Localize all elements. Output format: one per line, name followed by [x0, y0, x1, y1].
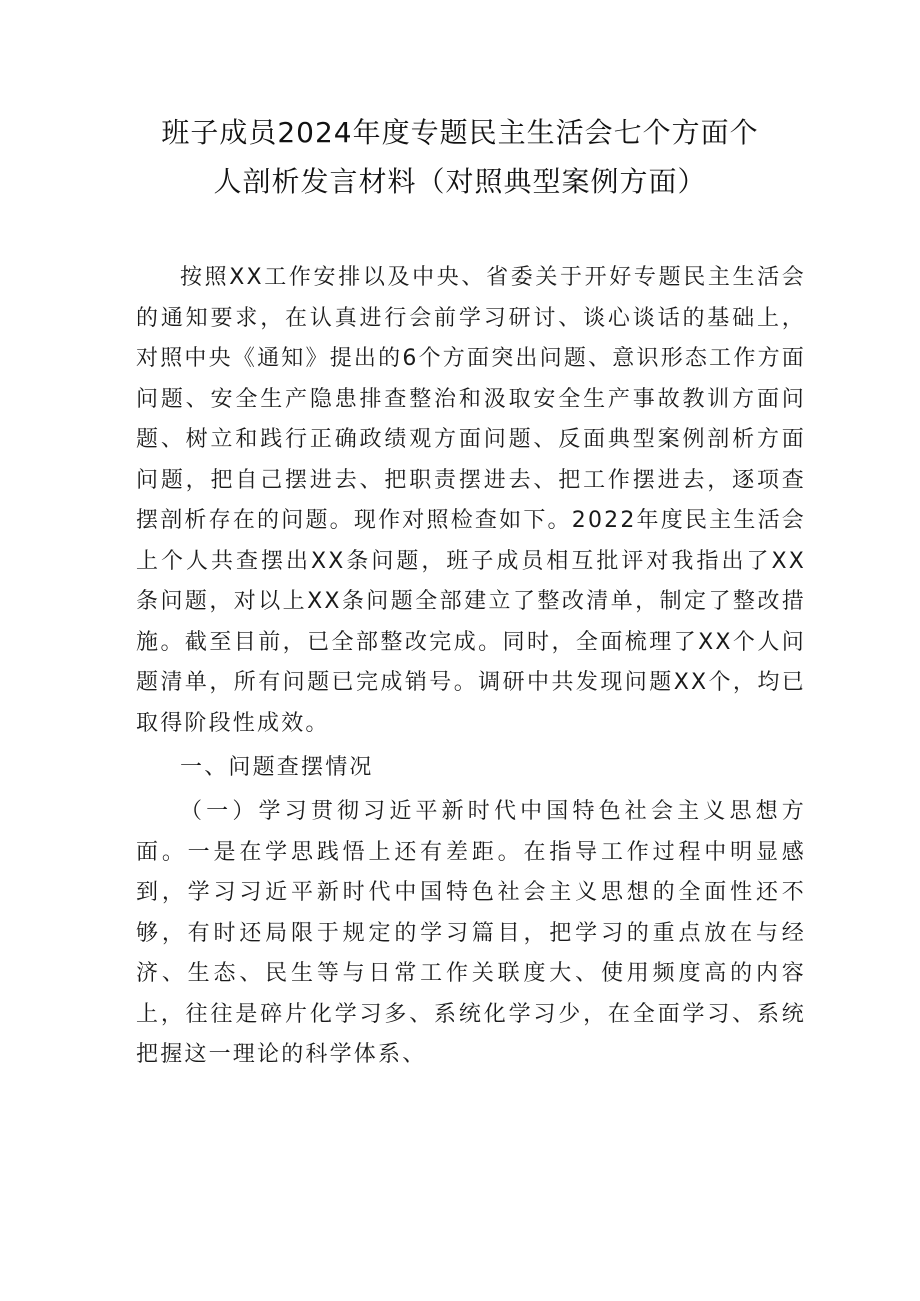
document-title	[110, 108, 810, 206]
section-heading-problems: 一、问题查摆情况	[180, 755, 374, 780]
title-line-1: 班子成员2024年度专题民主生活会七个方面个	[161, 116, 759, 149]
title-line-2: 人剖析发言材料（对照典型案例方面）	[213, 165, 707, 198]
section-paragraph-study: （一）学习贯彻习近平新时代中国特色社会主义思想方面。一是在学思践悟上还有差距。在指导工作过程中明显感到，学习习近平新时代中国特色社会主义思想的全面性还不够，有时还局限于规定的学习篇目，把学习的重点放在与经济、生态、民生等与日常工作关联度大、使用频度高的内容上，往往是碎片化学习多、系统化学习少，在全面学习、系统把握这一理论的科学体系、	[136, 799, 806, 1067]
document-body	[136, 258, 806, 1076]
intro-paragraph: 按照XX工作安排以及中央、省委关于开好专题民主生活会的通知要求，在认真进行会前学习研讨、谈心谈话的基础上，对照中央《通知》提出的6个方面突出问题、意识形态工作方面问题、安全生产隐患排查整治和汲取安全生产事故教训方面问题、树立和践行正确政绩观方面问题、反面典型案例剖析方面问题，把自己摆进去、把职责摆进去、把工作摆进去，逐项查摆剖析存在的问题。现作对照检查如下。2022年度民主生活会上个人共查摆出XX条问题，班子成员相互批评对我指出了XX条问题，对以上XX条问题全部建立了整改清单，制定了整改措施。截至目前，已全部整改完成。同时，全面梳理了XX个人问题清单，所有问题已完成销号。调研中共发现问题XX个，均已取得阶段性成效。	[136, 265, 806, 736]
